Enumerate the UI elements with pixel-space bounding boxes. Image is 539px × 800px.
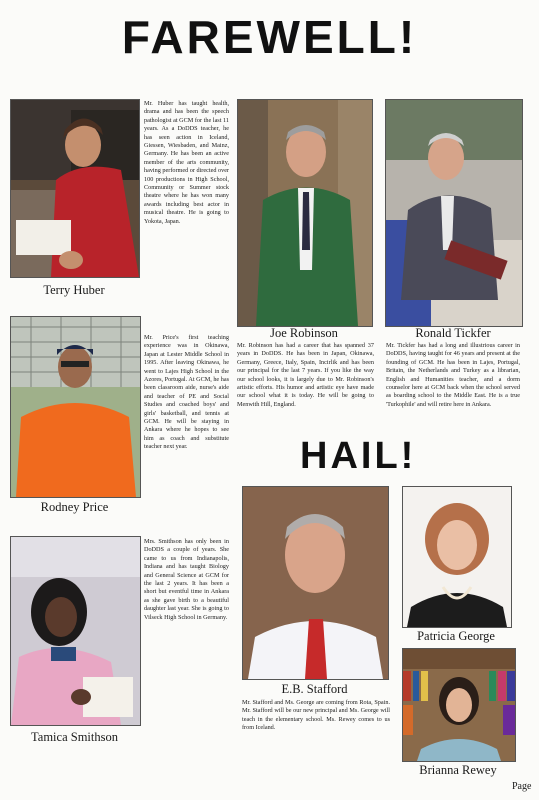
joe-robinson-photo — [237, 99, 373, 327]
patricia-george-photo — [402, 486, 512, 628]
terry-huber-bio: Mr. Huber has taught health, drama and has been the speech pathologist at GCM for the last 11 years. As a DoDDS teacher, he has seen action in Iceland, Giessen, Wiesbaden, and Mainz, Germany. He has been an active member of the arts community, having performed or directed over 100 productions in High School, Community or Summer stock theatre where he has won many awards including best actor in musical theatre. He is going to Yokota, Japan. — [144, 100, 229, 225]
joe-robinson-name: Joe Robinson — [270, 326, 338, 340]
joe-robinson-bio: Mr. Robinson has had a career that has spanned 37 years in DoDDS. He has been in Japan, Okinawa, Germany, Greece, Italy, Spain, Incirlik and has been our principal for the last 7 years. If you like the way our school looks, it is largely due to Mr. Robinson's artistic efforts. His humor and artistic eye have made our school what it is today. He will be going to Menwith Hill, England. — [237, 342, 374, 408]
tamica-smithson-name: Tamica Smithson — [31, 730, 118, 744]
tamica-smithson-bio: Mrs. Smithson has only been in DoDDS a couple of years. She came to us from Indianapolis, Indiana and has taught Biology and General Science at GCM for the last 2 years. It has been a short but eventful time in Ankara as she gave birth to a beautiful daughter last year. She is going to Vilseck High School in Germany. — [144, 538, 229, 621]
eb-stafford-name: E.B. Stafford — [281, 682, 348, 696]
rodney-price-name: Rodney Price — [40, 500, 109, 514]
brianna-rewey-photo — [402, 648, 516, 762]
ronald-tickfer-name: Ronald Tickfer — [415, 326, 491, 340]
hail-title: HAIL! — [300, 435, 417, 477]
rodney-price-photo — [10, 316, 141, 498]
ronald-tickfer-bio: Mr. Tickfer has had a long and illustrious career in DoDDS, having taught for 46 years and present at the founding of GCM. He has been in Lajes, Portugal, Britain, the Netherlands and Turkey as a librarian, English and Humanities teacher, and a dorm counselor here at GCM back when the school served as boarding school to the Middle East. He is a true 'Turkophile' and will retire here in Ankara. — [386, 342, 520, 408]
patricia-george-name: Patricia George — [417, 629, 495, 643]
tamica-smithson-photo — [10, 536, 141, 726]
terry-huber-photo — [10, 99, 140, 278]
page-title: FAREWELL! — [121, 11, 418, 63]
brianna-rewey-name: Brianna Rewey — [419, 763, 497, 777]
eb-stafford-photo — [242, 486, 389, 680]
eb-stafford-bio: Mr. Stafford and Ms. George are coming from Rota, Spain. Mr. Stafford will be our new principal and Ms. George will teach in the elementary school. Ms. Rewey comes to us from Iceland. — [242, 699, 390, 732]
rodney-price-bio: Mr. Price's first teaching experience was in Okinawa, Japan at Lester Middle School in 1995. After leaving Okinawa, he went to Lajes High School in the Azores, Portugal. At GCM, he has been classroom aide, nurse's aide and teacher of PE and Social Studies and coached boys' and girls' basketball, and tennis at GCM. He will be staying in Ankara where he hopes to see him as coach and substitute teacher next year. — [144, 334, 229, 451]
ronald-tickfer-photo — [385, 99, 523, 327]
page-label: Page — [512, 781, 532, 792]
terry-huber-name: Terry Huber — [43, 283, 105, 297]
